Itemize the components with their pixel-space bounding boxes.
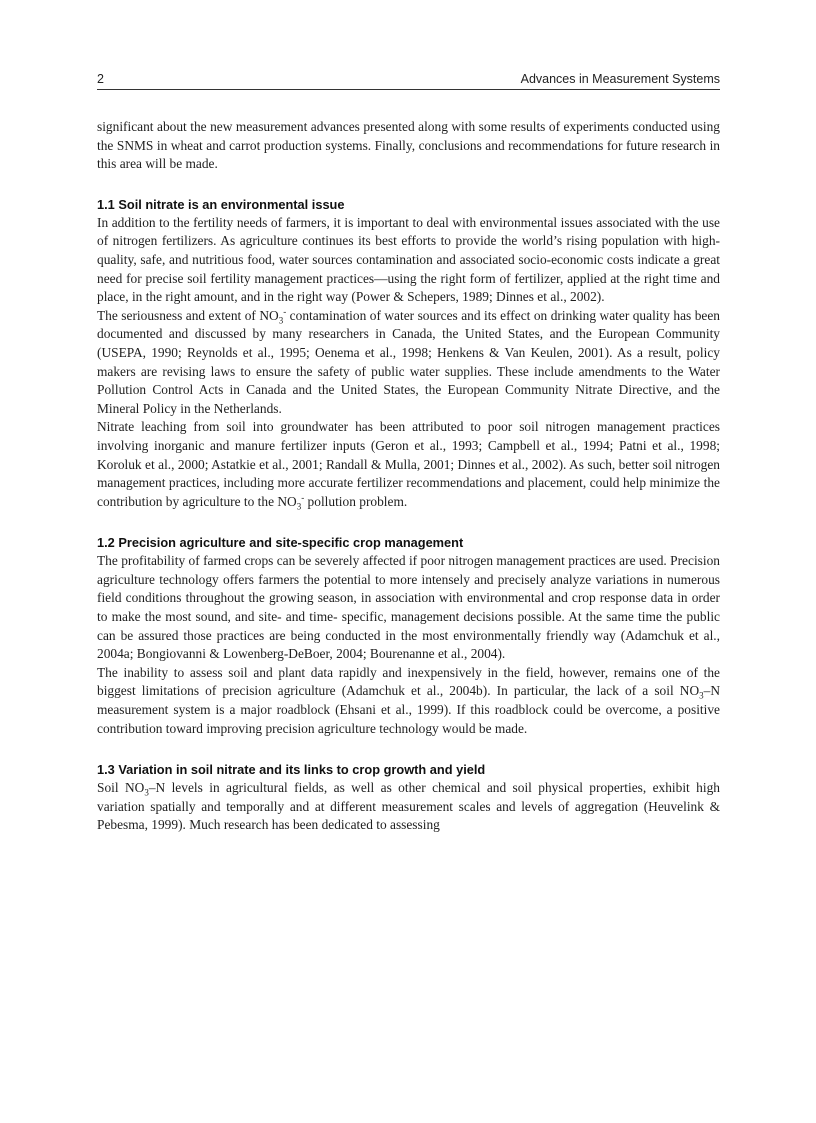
section-1-2-paragraph-1: The profitability of farmed crops can be severely affected if poor nitrogen management practices are used. Precision agriculture technology offers farmers the potential to more intensely and precisely analyze variations in numerous field conditions throughout the growing season, in association with environmental and crop response data in order to make the most sound, and site- and time- specific, management decisions possible. At the same time the public can be assured those practices are being conducted in the most environmentally friendly way (Adamchuk et al., 2004a; Bongiovanni & Lowenberg-DeBoer, 2004; Bourenanne et al., 2004). — [97, 553, 720, 662]
page-body — [97, 118, 720, 835]
section-1-1-paragraph-3: Nitrate leaching from soil into groundwater has been attributed to poor soil nitrogen management practices involving inorganic and manure fertilizer inputs (Geron et al., 1993; Campbell et al., 1994; Patni et al., 1998; Koroluk et al., 2000; Astatkie et al., 2001; Randall & Mulla, 2001; Dinnes et al., 2002). As such, better soil nitrogen management practices, including more accurate fertilizer recommendations and placement, could help minimize the contribution by agriculture to the $NO_3^-$ pollution problem. — [97, 419, 720, 512]
page-number: 2 — [97, 72, 104, 86]
running-header — [97, 72, 720, 90]
section-1-1-paragraph-2: The seriousness and extent of $NO_3^-$ contamination of water sources and its effect on drinking water quality has been documented and discussed by many researchers in Canada, the United States, and the European Community (USEPA, 1990; Reynolds et al., 1995; Oenema et al., 1998; Henkens & Van Keulen, 2001). As a result, policy makers are revising laws to ensure the safety of public water supplies. These include amendments to the Water Pollution Control Acts in Canada and the United States, the European Community Nitrate Directive, and the Mineral Policy in the Netherlands. — [97, 306, 720, 416]
section-1-2-paragraph-2: The inability to assess soil and plant data rapidly and inexpensively in the field, however, remains one of the biggest limitations of precision agriculture (Adamchuk et al., 2004b). In particular, the lack of a soil $NO_3-N$ measurement system is a major roadblock (Ehsani et al., 1999). If this roadblock could be overcome, a positive contribution toward improving precision agriculture technology would be made. — [97, 664, 720, 736]
section-heading-1-2: 1.2 Precision agriculture and site-specific crop management — [97, 535, 464, 551]
intro-paragraph: significant about the new measurement advances presented along with some results of experiments conducted using the SNMS in wheat and carrot production systems. Finally, conclusions and recommendations for future research in this area will be made. — [97, 119, 720, 172]
book-title: Advances in Measurement Systems — [520, 72, 720, 86]
section-heading-1-1: 1.1 Soil nitrate is an environmental issue — [97, 196, 345, 212]
section-1-3-paragraph-1: Soil $NO_3-N$ levels in agricultural fields, as well as other chemical and soil physical properties, exhibit high variation spatially and temporally and at different measurement scales and levels of aggregation (Heuvelink & Pebesma, 1999). Much research has been dedicated to assessing — [97, 780, 720, 833]
section-heading-1-3: 1.3 Variation in soil nitrate and its links to crop growth and yield — [97, 762, 486, 778]
section-1-1-paragraph-1: In addition to the fertility needs of farmers, it is important to deal with environmental issues associated with the use of nitrogen fertilizers. As agriculture continues its best efforts to provide the world’s rising population with high-quality, safe, and nutritious food, water sources contamination and associated socio-economic costs indicate a great need for precise soil fertility management practices—using the right form of fertilizer, applied at the right time and place, in the right amount, and in the right way (Power & Schepers, 1989; Dinnes et al., 2002). — [97, 214, 720, 305]
